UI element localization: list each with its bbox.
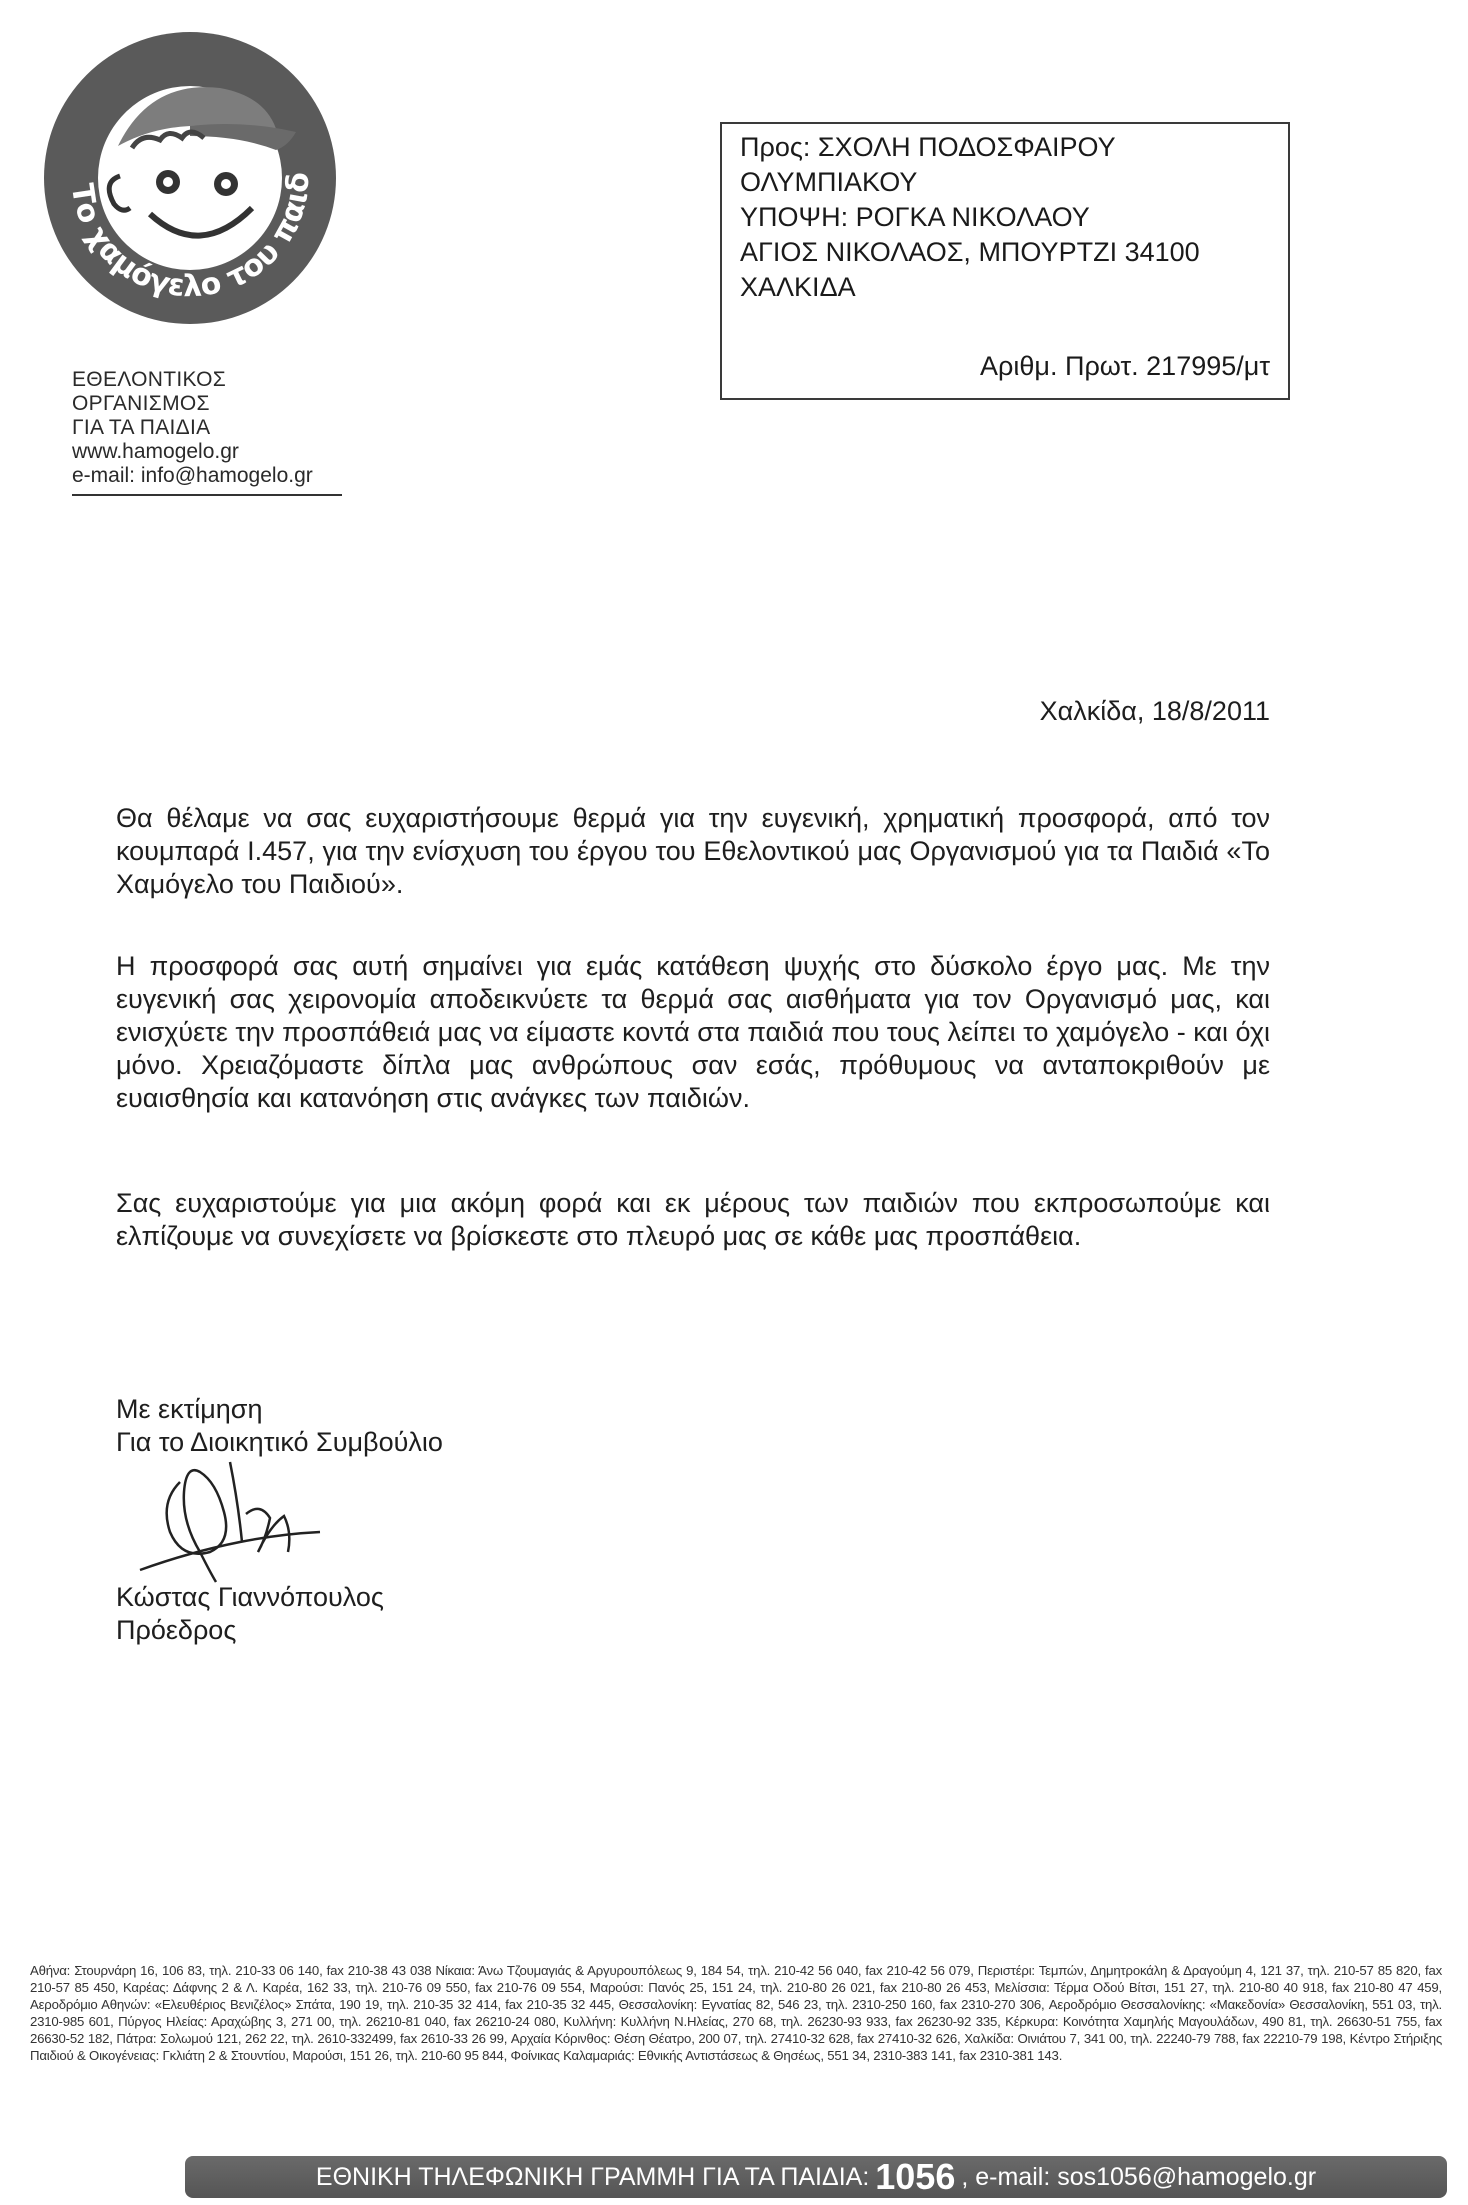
recipient-line4: ΑΓΙΟΣ ΝΙΚΟΛΑΟΣ, ΜΠΟΥΡΤΖΙ 34100: [740, 237, 1200, 267]
organization-name-line1: ΕΘΕΛΟΝΤΙΚΟΣ ΟΡΓΑΝΙΣΜΟΣ: [72, 368, 227, 415]
hotline-label: ΕΘΝΙΚΗ ΤΗΛΕΦΩΝΙΚΗ ΓΡΑΜΜΗ ΓΙΑ ΤΑ ΠΑΙΔΙΑ:: [315, 2162, 870, 2191]
hotline-email[interactable]: , e-mail: sos1056@hamogelo.gr: [961, 2162, 1317, 2191]
smiling-child-logo-icon: [40, 28, 340, 328]
body-paragraph-2: Η προσφορά σας αυτή σημαίνει για εμάς κατάθεση ψυχής στο δύσκολο έργο μας. Με την ευγενική σας χειρονομία αποδεικνύετε τα θερμά σας αισθήματα για τον Οργανισμό μας, και ενισχύετε την προσπάθειά μας να είμαστε κοντά στα παιδιά που τους λείπει το χαμόγελο - και όχι μόνο. Χρειαζόμαστε δίπλα μας ανθρώπους σαν εσάς, πρόθυμους να ανταποκριθούν με ευαισθησία και κατανόηση στις ανάγκες των παιδιών.: [116, 951, 1270, 1113]
hotline-bar: [185, 2156, 1447, 2198]
footer-addresses: Αθήνα: Στουρνάρη 16, 106 83, τηλ. 210-33 06 140, fax 210-38 43 038 Νίκαια: Άνω Τζουμαγιάς & Αργυρουπόλεως 9, 184 54, τηλ. 210-42 56 040, fax 210-42 56 079, Περιστέρι: Τεμπών, Δημητροκάλη & Δραγούμη 4, 121 37, τηλ. 210-57 85 820, fax 210-57 85 450, Καρέας: Δάφνης 2 & Λ. Καρέα, 162 33, τηλ. 210-76 09 550, fax 210-76 09 554, Μαρούσι: Πανός 25, 151 24, τηλ. 210-80 26 021, fax 210-80 26 453, Μελίσσια: Τέρμα Οδού Βίτσι, 151 27, τηλ. 210-80 40 918, fax 210-80 47 459, Αεροδρόμιο Αθηνών: «Ελευθέριος Βενιζέλος» Σπάτα, 190 19, τηλ. 210-35 32 414, fax 210-35 32 445, Θεσσαλονίκη: Εγνατίας 82, 546 23, τηλ. 2310-250 160, fax 2310-270 306, Αεροδρόμιο Θεσσαλονίκης: «Μακεδονία» Θεσσαλονίκη, 551 03, τηλ. 2310-985 601, Πύργος Ηλείας: Αραχώβης 3, 271 00, τηλ. 26210-81 040, fax 26210-24 080, Κυλλήνη: Κυλλήνη Ν.Ηλείας, 270 68, τηλ. 26230-93 933, fax 26230-92 335, Κέρκυρα: Κοινότητα Χαμηλής Μαγουλάδων, 490 81, τηλ. 26630-51 755, fax 26630-52 182, Πάτρα: Σολωμού 121, 262 22, τηλ. 2610-332499, fax 2610-33 26 99, Αρχαία Κόρινθος: Θέση Θέατρο, 200 07, τηλ. 27410-32 628, fax 27410-32 626, Χαλκίδα: Οινιάτου 7, 341 00, τηλ. 22240-79 788, fax 22210-79 198, Κέντρο Στήριξης Παιδιού & Οικογένειας: Γκλιάτη 2 & Στουντίου, Μαρούσι, 151 26, τηλ. 210-60 95 844, Φοίνικας Καλαμαριάς: Εθνικής Αντιστάσεως & Θησέως, 551 34, 2310-383 141, fax 2310-381 143.: [30, 1963, 1442, 2063]
organization-logo: [40, 28, 340, 328]
recipient-line3: ΥΠΟΨΗ: ΡΟΓΚΑ ΝΙΚΟΛΑΟΥ: [740, 202, 1090, 232]
body-paragraph-1: Θα θέλαμε να σας ευχαριστήσουμε θερμά για την ευγενική, χρηματική προσφορά, από τον κουμπαρά Ι.457, για την ενίσχυση του έργου του Εθελοντικού μας Οργανισμού για τα Παιδιά «Το Χαμόγελο του Παιδιού».: [116, 803, 1270, 899]
letter-date: Χαλκίδα, 18/8/2011: [1039, 696, 1270, 726]
organization-block: [72, 368, 342, 496]
recipient-line5: ΧΑΛΚΙΔΑ: [740, 272, 856, 302]
recipient-line1: Προς: ΣΧΟΛΗ ΠΟΔΟΣΦΑΙΡΟΥ: [740, 132, 1116, 162]
svg-text:Το χαμόγελο του παιδιού: Το χαμόγελο του παιδ: [63, 171, 317, 305]
signer-block: [116, 1581, 384, 1647]
closing-line1: Με εκτίμηση: [116, 1394, 263, 1424]
handwritten-signature-icon: [120, 1442, 340, 1592]
reference-number: Αριθμ. Πρωτ. 217995/μτ: [980, 351, 1270, 381]
divider: [72, 494, 342, 496]
recipient-box: [720, 122, 1290, 400]
signature: [120, 1442, 340, 1592]
recipient-line2: ΟΛΥΜΠΙΑΚΟΥ: [740, 167, 918, 197]
organization-name-line2: ΓΙΑ ΤΑ ΠΑΙΔΙΑ: [72, 416, 211, 439]
closing-line2: Για το Διοικητικό Συμβούλιο: [116, 1427, 443, 1457]
signer-title: Πρόεδρος: [116, 1615, 237, 1645]
signer-name: Κώστας Γιαννόπουλος: [116, 1582, 384, 1612]
body-paragraph-3: Σας ευχαριστούμε για μια ακόμη φορά και εκ μέρους των παιδιών που εκπροσωπούμε και ελπίζουμε να συνεχίσετε να βρίσκεστε στο πλευρό μας σε κάθε μας προσπάθεια.: [116, 1188, 1270, 1251]
organization-email[interactable]: e-mail: info@hamogelo.gr: [72, 464, 313, 487]
organization-website[interactable]: www.hamogelo.gr: [72, 440, 239, 463]
hotline-number[interactable]: 1056: [875, 2156, 956, 2197]
